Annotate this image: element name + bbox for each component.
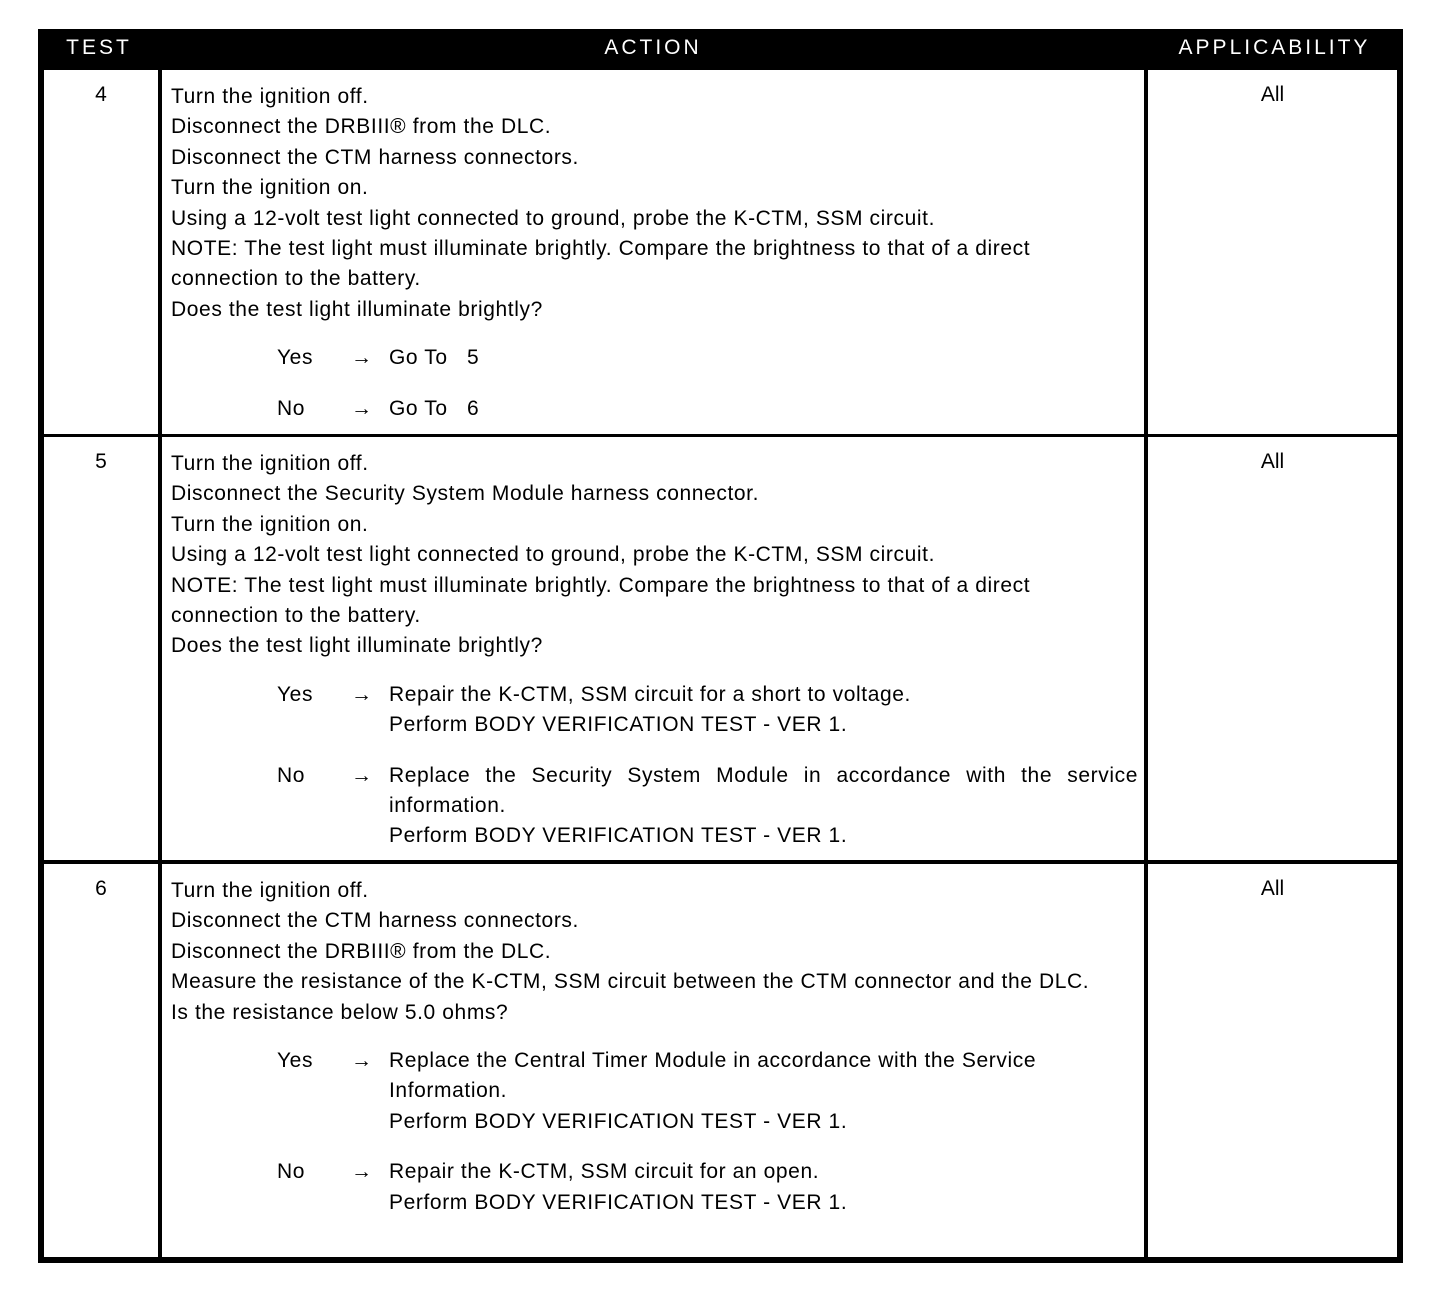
row-4-test-number: 4 [44, 70, 158, 434]
no-result [389, 761, 1138, 852]
yes-choice [171, 680, 1138, 741]
no-label: No [277, 396, 306, 420]
no-choice [171, 761, 1138, 852]
action-line: Turn the ignition off. [171, 85, 369, 108]
row-5-applicability: All [1148, 437, 1397, 860]
result-line: Repair the K-CTM, SSM circuit for a short to voltage. [389, 682, 911, 706]
action-line: NOTE: The test light must illuminate brightly. Compare the brightness to that of a direct connection to the battery. [171, 237, 1031, 291]
action-line: Does the test light illuminate brightly? [171, 634, 543, 658]
action-line: Disconnect the CTM harness connectors. [171, 145, 579, 169]
yes-label: Yes [277, 346, 314, 370]
row-6-action [162, 864, 1144, 1257]
action-line: Turn the ignition on. [171, 176, 369, 200]
right-arrow-icon: → [351, 1160, 373, 1184]
header-applicability: APPLICABILITY [1178, 36, 1371, 59]
row-6-applicability: All [1148, 864, 1397, 1257]
result-line: Perform BODY VERIFICATION TEST - VER 1. [389, 1109, 848, 1133]
no-result [389, 1157, 1138, 1218]
result-line: Perform BODY VERIFICATION TEST - VER 1. [389, 824, 848, 848]
result-line: Repair the K-CTM, SSM circuit for an open. [389, 1160, 820, 1184]
result-line: Perform BODY VERIFICATION TEST - VER 1. [389, 713, 848, 737]
action-line: Is the resistance below 5.0 ohms? [171, 1000, 509, 1024]
action-line: Turn the ignition on. [171, 512, 369, 536]
yes-result [389, 343, 1138, 373]
header-test: TEST [66, 36, 132, 59]
result-line: Go To 6 [389, 396, 480, 420]
row-6-choices [171, 1046, 1138, 1218]
result-line: Perform BODY VERIFICATION TEST - VER 1. [389, 1190, 848, 1214]
action-line: Using a 12-volt test light connected to ground, probe the K-CTM, SSM circuit. [171, 206, 936, 230]
action-line: Disconnect the DRBIII® from the DLC. [171, 115, 552, 139]
yes-choice [171, 343, 1138, 373]
action-line: Turn the ignition off. [171, 879, 369, 902]
right-arrow-icon: → [351, 346, 373, 370]
result-line: Replace the Security System Module in accordance with the service information. [389, 763, 1138, 818]
no-label: No [277, 763, 306, 787]
action-line: Disconnect the CTM harness connectors. [171, 909, 579, 933]
action-line: Disconnect the Security System Module harness connector. [171, 482, 760, 506]
yes-result [389, 1046, 1138, 1137]
row-4-action [162, 70, 1144, 434]
row-4-applicability: All [1148, 70, 1397, 434]
result-line: Replace the Central Timer Module in accordance with the Service Information. [389, 1049, 1037, 1103]
right-arrow-icon: → [351, 682, 373, 706]
table-header [38, 29, 1403, 69]
action-line: NOTE: The test light must illuminate brightly. Compare the brightness to that of a direct connection to the battery. [171, 573, 1031, 628]
result-line: Go To 5 [389, 346, 480, 370]
no-choice [171, 1157, 1138, 1218]
header-action: ACTION [604, 36, 702, 59]
yes-label: Yes [277, 682, 314, 706]
diagnostic-table [38, 29, 1403, 1263]
right-arrow-icon: → [351, 396, 373, 420]
row-5-action [162, 437, 1144, 860]
row-5-choices [171, 680, 1138, 852]
no-choice [171, 394, 1138, 424]
no-result [389, 394, 1138, 424]
no-label: No [277, 1160, 306, 1184]
yes-choice [171, 1046, 1138, 1137]
action-line: Using a 12-volt test light connected to ground, probe the K-CTM, SSM circuit. [171, 543, 936, 567]
action-line: Does the test light illuminate brightly? [171, 297, 543, 321]
row-6-test-number: 6 [44, 864, 158, 1257]
action-line: Turn the ignition off. [171, 452, 369, 475]
action-line: Measure the resistance of the K-CTM, SSM circuit between the CTM connector and the DLC. [171, 970, 1090, 994]
row-5-test-number: 5 [44, 437, 158, 860]
right-arrow-icon: → [351, 763, 373, 787]
right-arrow-icon: → [351, 1049, 373, 1073]
yes-label: Yes [277, 1049, 314, 1073]
yes-result [389, 680, 1138, 741]
action-line: Disconnect the DRBIII® from the DLC. [171, 939, 552, 963]
row-4-choices [171, 343, 1138, 424]
